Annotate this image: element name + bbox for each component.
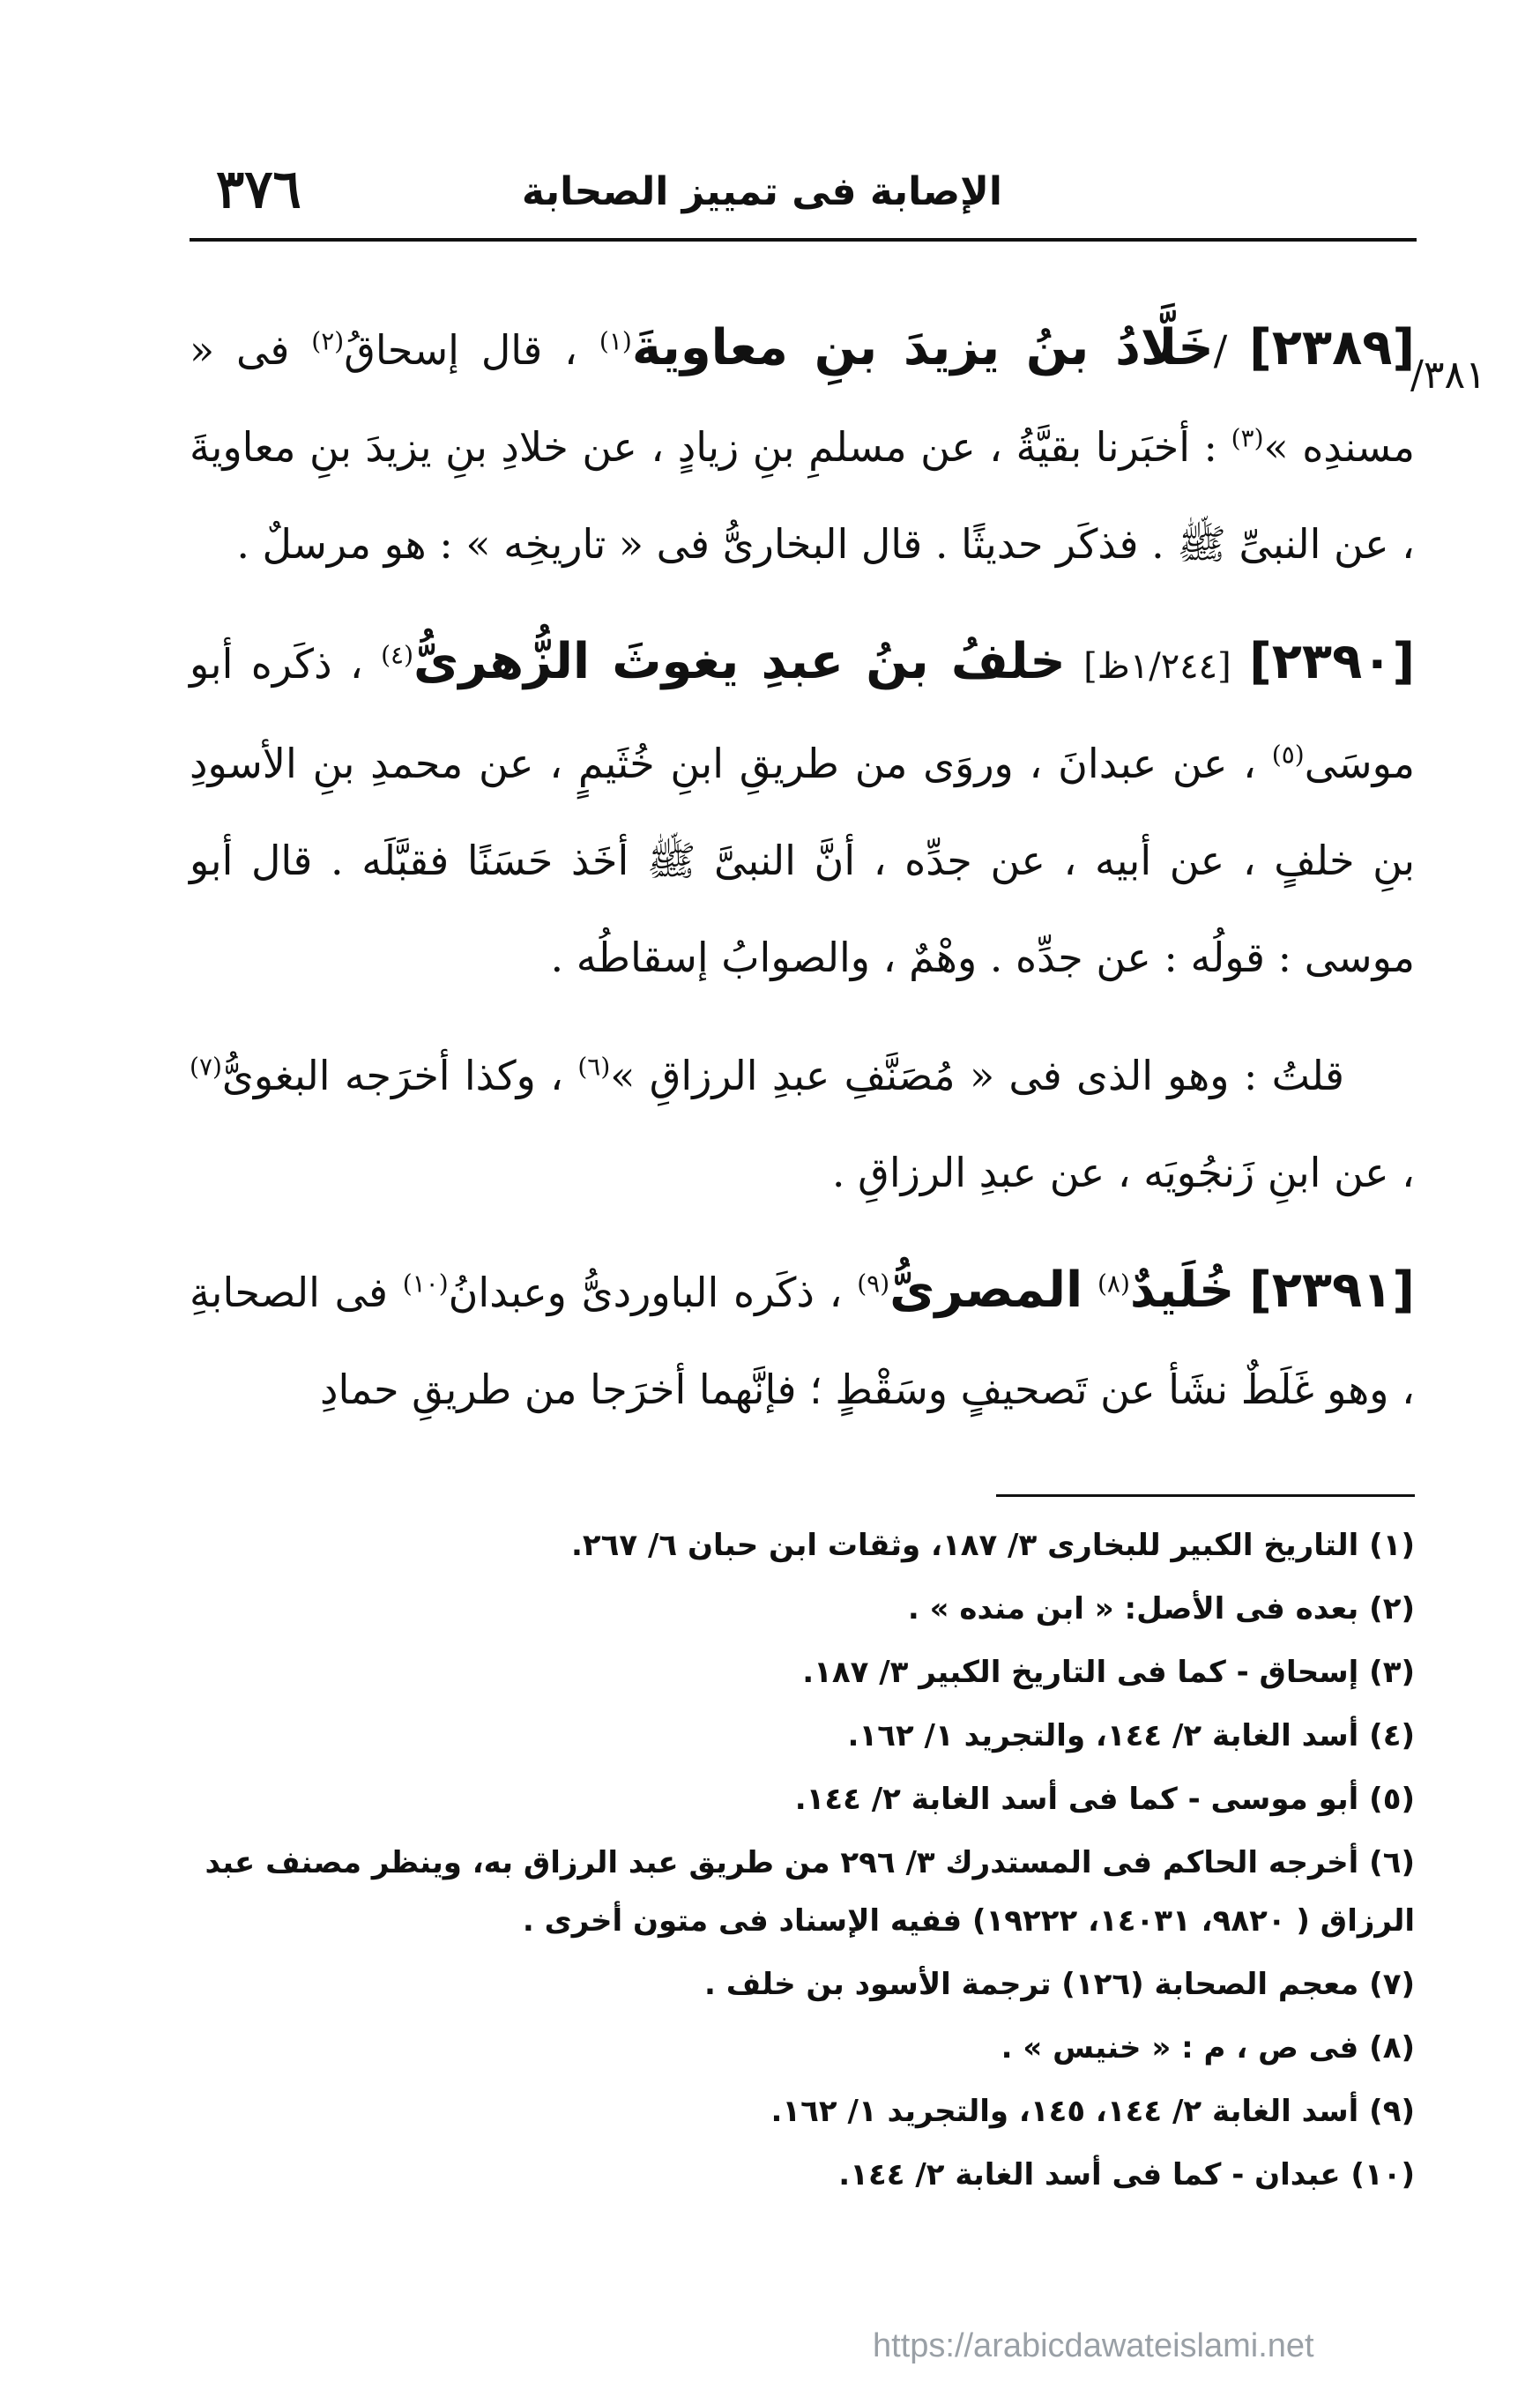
folio-marker: [١/٢٤٤ظ] [1083,646,1231,687]
entry-text: ، وكذا أخرَجه البغوىُّ [221,1052,564,1099]
footnotes [190,1516,1415,2209]
watermark: https://arabicdawateislami.net [873,2327,1314,2364]
footnote-4: (٤) أسد الغابة ٢/ ١٤٤، والتجريد ١/ ١٦٢. [847,1718,1415,1753]
footnote-6: (٦) أخرجه الحاكم فى المستدرك ٣/ ٢٩٦ من طريق عبد الرزاق به، وينظر مصنف عبد الرزاق ( ٩٨٢٠، ١٤٠٣١، ١٩٢٢٢) ففيه الإسناد فى متون أخرى . [205,1845,1415,1939]
entry-text: فى « مسندِه » [190,326,1415,471]
footnote-marker: (٩) [857,1269,890,1299]
footnote-marker: (١٠) [402,1269,449,1299]
entry-text: فى الصحابةِ ، وهو غَلَطٌ نشَأ عن تَصحيفٍ وسَقْطٍ ؛ فإنَّهما أخرَجا من طريقِ حمادِ [190,1269,1415,1413]
footnote-9: (٩) أسد الغابة ٢/ ١٤٤، ١٤٥، والتجريد ١/ ١٦٢. [770,2094,1415,2129]
main-text [190,300,1415,1459]
entry-number: [٢٣٩١] [1249,1262,1415,1319]
margin-reference: ٣٨١/ [1410,353,1486,398]
qult-paragraph [190,1027,1415,1221]
footnote-2: (٢) بعده فى الأصل: « ابن منده » . [907,1591,1415,1627]
footnote-marker: (٦) [577,1052,611,1082]
footnote-marker: (٥) [1271,740,1305,770]
footnote-7: (٧) معجم الصحابة (١٢٦) ترجمة الأسود بن خلف . [703,1967,1415,2002]
entry-number: [٢٣٨٩] [1249,319,1416,376]
footnote-1: (١) التاريخ الكبير للبخارى ٣/ ١٨٧، وثقات ابن حبان ٦/ ٢٦٧. [570,1528,1415,1563]
entry-name: خُلَيدٌ [1129,1262,1235,1319]
footnote-5: (٥) أبو موسى - كما فى أسد الغابة ٢/ ١٤٤. [794,1782,1415,1817]
entry-text: ، عن ابنِ زَنجُويَه ، عن عبدِ الرزاقِ . [831,1149,1415,1196]
entry-2390 [190,614,1415,1006]
entry-2389 [190,300,1415,592]
footnote-marker: (٤) [381,640,414,670]
entry-name: خَلَّادُ بنُ يزيدَ بنِ معاويةَ [631,319,1214,376]
entry-text: ، قال إسحاقُ [344,326,577,374]
page-number: ٣٧٦ [216,159,301,220]
entry-text: ، ذكَره أبو موسَى [190,640,1415,787]
entry-text: : أخبَرنا بقيَّةُ ، عن مسلمِ بنِ زيادٍ ، عن خلادِ بنِ يزيدَ بنِ معاويةَ ، عن النبىِّ ﷺ . فذكَر حديثًا . قال البخارىُّ فى « تاريخِه » : هو مرسلٌ . [190,423,1415,568]
footnote-8: (٨) فى ص ، م : « خنيس » . [1001,2030,1415,2066]
running-title: الإصابة فى تمييز الصحابة [521,169,1002,214]
entry-text: ، ذكَره الباوردىُّ وعبدانُ [448,1269,843,1316]
entry-name-2: المصرىُّ [889,1262,1083,1319]
page-header [190,159,1417,242]
footnote-marker: (١) [599,326,632,356]
footnote-10: (١٠) عبدان - كما فى أسد الغابة ٢/ ١٤٤. [838,2157,1415,2192]
entry-number: [٢٣٩٠] [1249,633,1416,690]
footnote-marker: (٢) [311,326,345,356]
footnote-3: (٣) إسحاق - كما فى التاريخ الكبير ٣/ ١٨٧. [802,1655,1415,1690]
entry-text: ، عن عبدانَ ، وروَى من طريقِ ابنِ خُثَيمٍ ، عن محمدِ بنِ الأسودِ بنِ خلفٍ ، عن أبيه ، عن جدِّه ، أنَّ النبىَّ ﷺ أخَذ حَسَنًا فقبَّلَه . قال أبو موسى : قولُه : عن جدِّه . وهْمٌ ، والصوابُ إسقاطُه . [190,740,1415,981]
folio-slash: / [1213,326,1228,374]
entry-name: خلفُ بنُ عبدِ يغوثَ الزُّهرىُّ [413,633,1066,690]
footnote-divider [996,1494,1415,1497]
entry-2391 [190,1242,1415,1438]
footnote-marker: (٣) [1231,423,1264,453]
footnote-marker: (٧) [190,1052,222,1082]
footnote-marker: (٨) [1097,1269,1130,1299]
entry-text: قلتُ : وهو الذى فى « مُصَنَّفِ عبدِ الرزاقِ » [610,1052,1345,1099]
